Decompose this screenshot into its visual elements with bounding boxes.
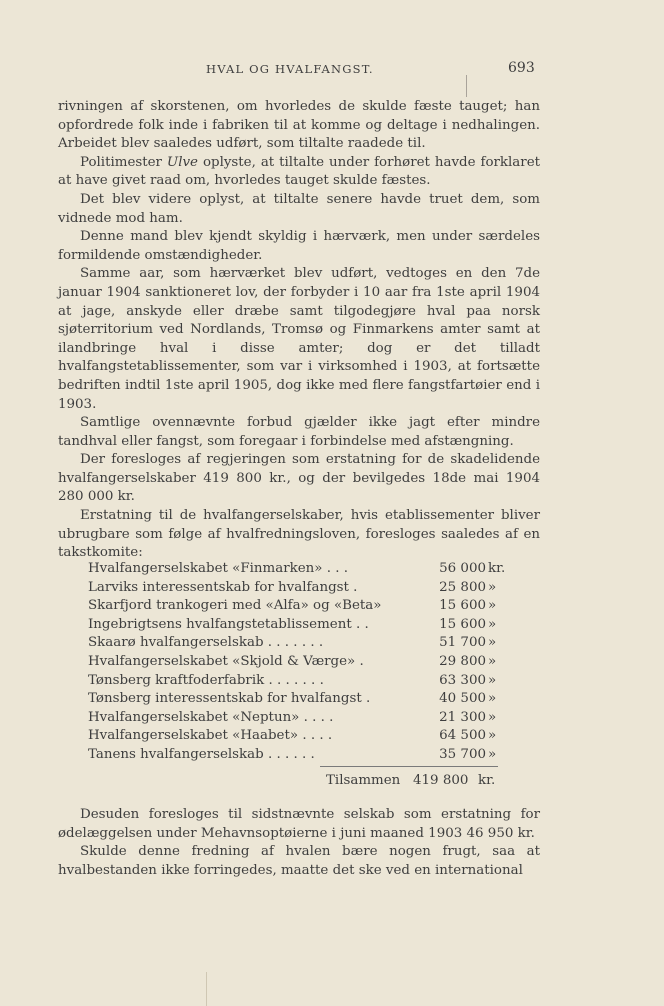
unit: » (488, 598, 497, 614)
compensation-list (58, 560, 540, 788)
unit: » (488, 746, 497, 762)
amount: 15 600 (439, 616, 486, 632)
paragraph: Erstatning til de hvalfangerselskaber, hvis etablissementer bliver ubrugbare som følge af hvalfredningsloven, foresloges saaledes af en takstkomite: (58, 508, 540, 561)
list-item (58, 616, 540, 635)
list-item (58, 746, 540, 765)
paragraph: Samme aar, som hærværket blev udført, vedtoges en den 7de januar 1904 sanktioneret lov, der forbyder i 10 aar fra 1ste april 1904 at jage, anskyde eller dræbe samt tilgodegjøre hval paa norsk sjøterritorium ved Nordlands, Tromsø og Finmarkens amter samt at ilandbringe hval i disse amter; dog er det tilladt hvalfangstetablissementer, som var i virksomhed i 1903, at fortsætte bedriften indtil 1ste april 1905, dog ikke med flere fangstfartøier end i 1903. (58, 266, 540, 412)
running-title: HVAL OG HVALFANGST. (206, 62, 374, 76)
body-text (58, 98, 540, 563)
company-name: Hvalfangerselskabet «Skjold & Værge» . (88, 653, 364, 669)
paragraph: Desuden foresloges til sidstnævnte selskab som erstatning for ødelæggelsen under Mehavnsoptøierne i juni maaned 1903 46 950 kr. (58, 807, 540, 841)
company-name: Tanens hvalfangerselskab . . . . . . (88, 746, 315, 762)
amount: 51 700 (439, 635, 486, 651)
list-item (58, 709, 540, 728)
list-item (58, 634, 540, 653)
paragraph: Det blev videre oplyst, at tiltalte senere havde truet dem, som vidnede mod ham. (58, 191, 540, 226)
paragraph: Samtlige ovennævnte forbud gjælder ikke jagt efter mindre tandhval eller fangst, som foregaar i forbindelse med afstængning. (58, 415, 540, 449)
amount: 56 000 (439, 561, 486, 576)
unit: » (488, 691, 497, 707)
list-item (58, 653, 540, 672)
list-item (58, 579, 540, 598)
amount: 25 800 (439, 579, 486, 595)
list-item (58, 690, 540, 709)
total-label: Tilsammen (326, 773, 401, 788)
company-name: Skaarø hvalfangerselskab . . . . . . . (88, 635, 324, 651)
scan-artifact (206, 972, 207, 1006)
paragraph (58, 154, 540, 191)
page-number: 693 (508, 60, 535, 76)
paragraph: Der foresloges af regjeringen som erstatning for de skadelidende hvalfangerselskaber 419 800 kr., og der bevilgedes 18de mai 1904 280 000 kr. (58, 452, 540, 505)
paragraph: Skulde denne fredning af hvalen bære nogen frugt, saa at hvalbestanden ikke forringedes, maatte det ske ved en international (58, 844, 540, 878)
amount: 29 800 (439, 653, 486, 669)
unit: » (488, 579, 497, 595)
print-mark (466, 75, 467, 97)
sum-rule (320, 766, 498, 767)
company-name: Ingebrigtsens hvalfangstetablissement . . (88, 616, 369, 632)
amount: 15 600 (439, 598, 486, 614)
total-row (58, 772, 540, 791)
list-item (58, 672, 540, 691)
unit: » (488, 616, 497, 632)
paragraph: Denne mand blev kjendt skyldig i hærværk, men under særdeles formildende omstændigheder. (58, 229, 540, 263)
paragraph-text: oplyste, at tiltalte under forhøret havde forklaret at have givet raad om, hvorledes tauget skulde fæstes. (58, 154, 540, 189)
person-name: Ulve (166, 154, 198, 170)
paragraph-text: Politimester (80, 154, 167, 170)
list-item (58, 727, 540, 746)
list-item (58, 560, 540, 579)
closing-text (58, 806, 540, 880)
unit: » (488, 653, 497, 669)
company-name: Hvalfangerselskabet «Neptun» . . . . (88, 709, 334, 725)
total-amount: 419 800 (413, 773, 469, 788)
unit: » (488, 728, 497, 744)
amount: 35 700 (439, 746, 486, 762)
company-name: Larviks interessentskab for hvalfangst . (88, 579, 358, 595)
company-name: Hvalfangerselskabet «Haabet» . . . . (88, 728, 333, 744)
paragraph: rivningen af skorstenen, om hvorledes de skulde fæste tauget; han opfordrede folk inde i fabriken til at komme og deltage i nedhalingen. Arbeidet blev saaledes udført, som tiltalte raadede til. (58, 99, 540, 152)
unit: » (488, 672, 497, 688)
amount: 21 300 (439, 709, 486, 725)
amount: 64 500 (439, 728, 486, 744)
amount: 40 500 (439, 691, 486, 707)
total-unit: kr. (478, 773, 496, 788)
amount: 63 300 (439, 672, 486, 688)
company-name: Tønsberg interessentskab for hvalfangst . (88, 691, 371, 707)
unit: » (488, 635, 497, 651)
unit: » (488, 709, 497, 725)
list-item (58, 597, 540, 616)
company-name: Skarfjord trankogeri med «Alfa» og «Beta» (88, 598, 382, 614)
unit: kr. (488, 561, 506, 576)
company-name: Hvalfangerselskabet «Finmarken» . . . (88, 561, 349, 576)
company-name: Tønsberg kraftfoderfabrik . . . . . . . (88, 672, 324, 688)
